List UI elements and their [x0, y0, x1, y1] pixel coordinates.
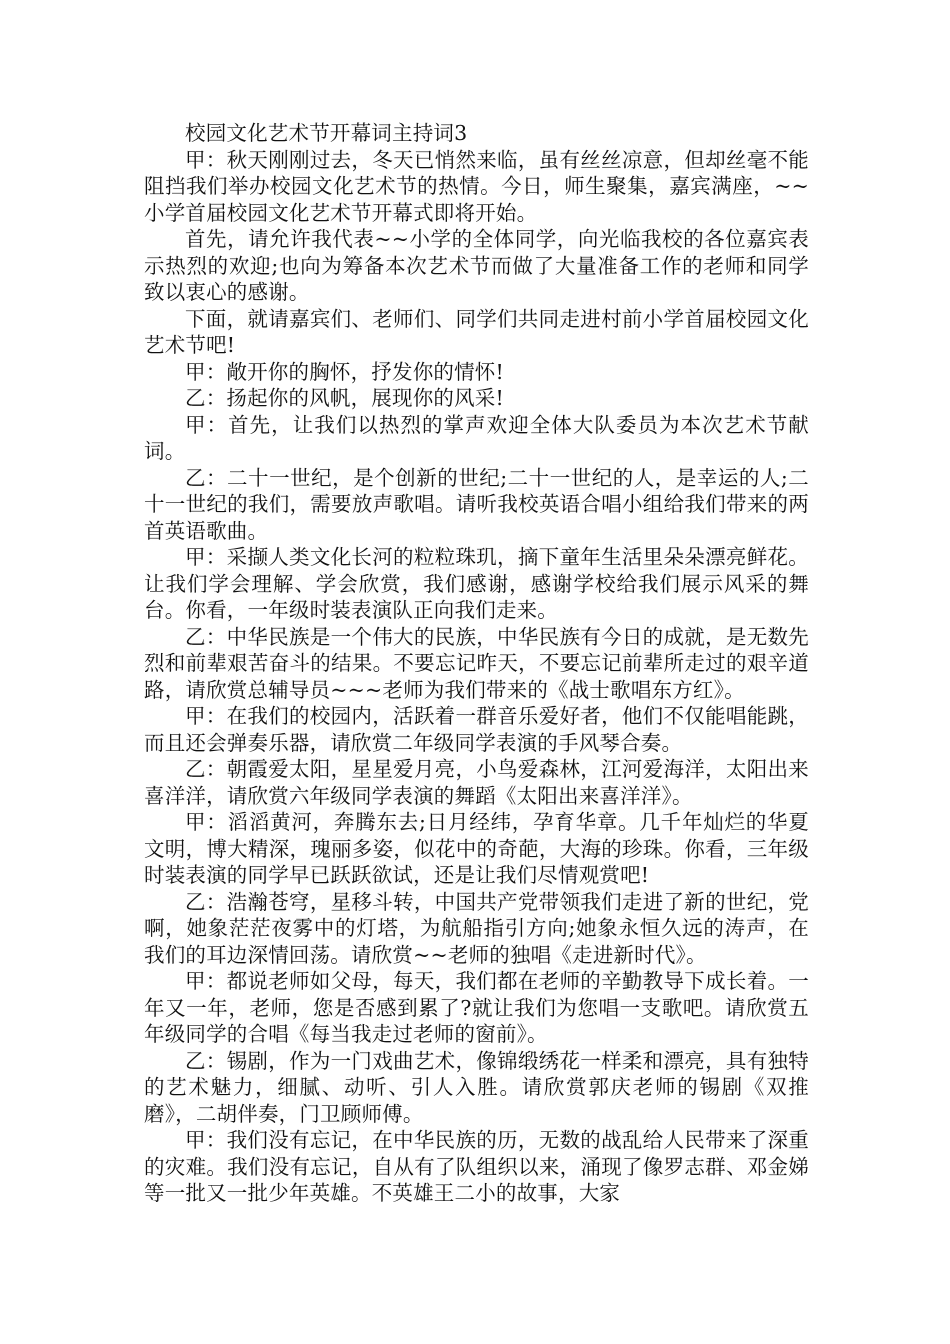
paragraph: 甲：采撷人类文化长河的粒粒珠玑，摘下童年生活里朵朵漂亮鲜花。让我们学会理解、学会欣赏，我们感谢，感谢学校给我们展示风采的舞台。你看，一年级时装表演队正向我们走来。 [144, 545, 809, 622]
paragraph: 乙：锡剧，作为一门戏曲艺术，像锦缎绣花一样柔和漂亮，具有独特的艺术魅力，细腻、动听、引人入胜。请欣赏郭庆老师的锡剧《双推磨》，二胡伴奏，门卫顾师傅。 [144, 1048, 809, 1126]
paragraph: 乙：二十一世纪，是个创新的世纪;二十一世纪的人，是幸运的人;二十一世纪的我们，需要放声歌唱。请听我校英语合唱小组给我们带来的两首英语歌曲。 [144, 465, 809, 543]
document-title: 校园文化艺术节开幕词主持词3 [185, 121, 468, 145]
paragraph: 乙：朝霞爱太阳，星星爱月亮，小鸟爱森林，江河爱海洋，太阳出来喜洋洋，请欣赏六年级同学表演的舞蹈《太阳出来喜洋洋》。 [144, 757, 809, 808]
paragraph: 乙：扬起你的风帆，展现你的风采! [185, 386, 504, 410]
paragraph: 乙：浩瀚苍穹，星移斗转，中国共产党带领我们走进了新的世纪，党啊，她象茫茫夜雾中的灯塔，为航船指引方向;她象永恒久远的涛声，在我们的耳边深情回荡。请欣赏~~老师的独唱《走进新时代》。 [144, 889, 809, 967]
paragraph: 下面，就请嘉宾们、老师们、同学们共同走进村前小学首届校园文化艺术节吧! [144, 306, 809, 357]
paragraph: 乙：中华民族是一个伟大的民族，中华民族有今日的成就，是无数先烈和前辈艰苦奋斗的结果。不要忘记昨天，不要忘记前辈所走过的艰辛道路，请欣赏总辅导员~~~老师为我们带来的《战士歌唱东方红》。 [144, 624, 809, 702]
paragraph: 甲：首先，让我们以热烈的掌声欢迎全体大队委员为本次艺术节献词。 [144, 412, 809, 463]
document-body [144, 120, 809, 1207]
paragraph: 甲：滔滔黄河，奔腾东去;日月经纬，孕育华章。几千年灿烂的华夏文明，博大精深，瑰丽多姿，似花中的奇葩，大海的珍珠。你看，三年级时装表演的同学早已跃跃欲试，还是让我们尽情观赏吧! [144, 810, 809, 887]
paragraph: 甲：秋天刚刚过去，冬天已悄然来临，虽有丝丝凉意，但却丝毫不能阻挡我们举办校园文化艺术节的热情。今日，师生聚集，嘉宾满座，~~小学首届校园文化艺术节开幕式即将开始。 [144, 147, 809, 225]
paragraph: 甲：都说老师如父母，每天，我们都在老师的辛勤教导下成长着。一年又一年，老师，您是否感到累了?就让我们为您唱一支歌吧。请欣赏五年级同学的合唱《每当我走过老师的窗前》。 [144, 969, 809, 1046]
paragraph: 首先，请允许我代表~~小学的全体同学，向光临我校的各位嘉宾表示热烈的欢迎;也向为筹备本次艺术节而做了大量准备工作的老师和同学致以衷心的感谢。 [144, 227, 809, 304]
paragraph: 甲：在我们的校园内，活跃着一群音乐爱好者，他们不仅能唱能跳，而且还会弹奏乐器，请欣赏二年级同学表演的手风琴合奏。 [144, 704, 809, 755]
paragraph: 甲：敞开你的胸怀，抒发你的情怀! [185, 359, 504, 384]
paragraph: 甲：我们没有忘记，在中华民族的历，无数的战乱给人民带来了深重的灾难。我们没有忘记，自从有了队组织以来，涌现了像罗志群、邓金娣等一批又一批少年英雄。不英雄王二小的故事，大家 [144, 1128, 809, 1205]
